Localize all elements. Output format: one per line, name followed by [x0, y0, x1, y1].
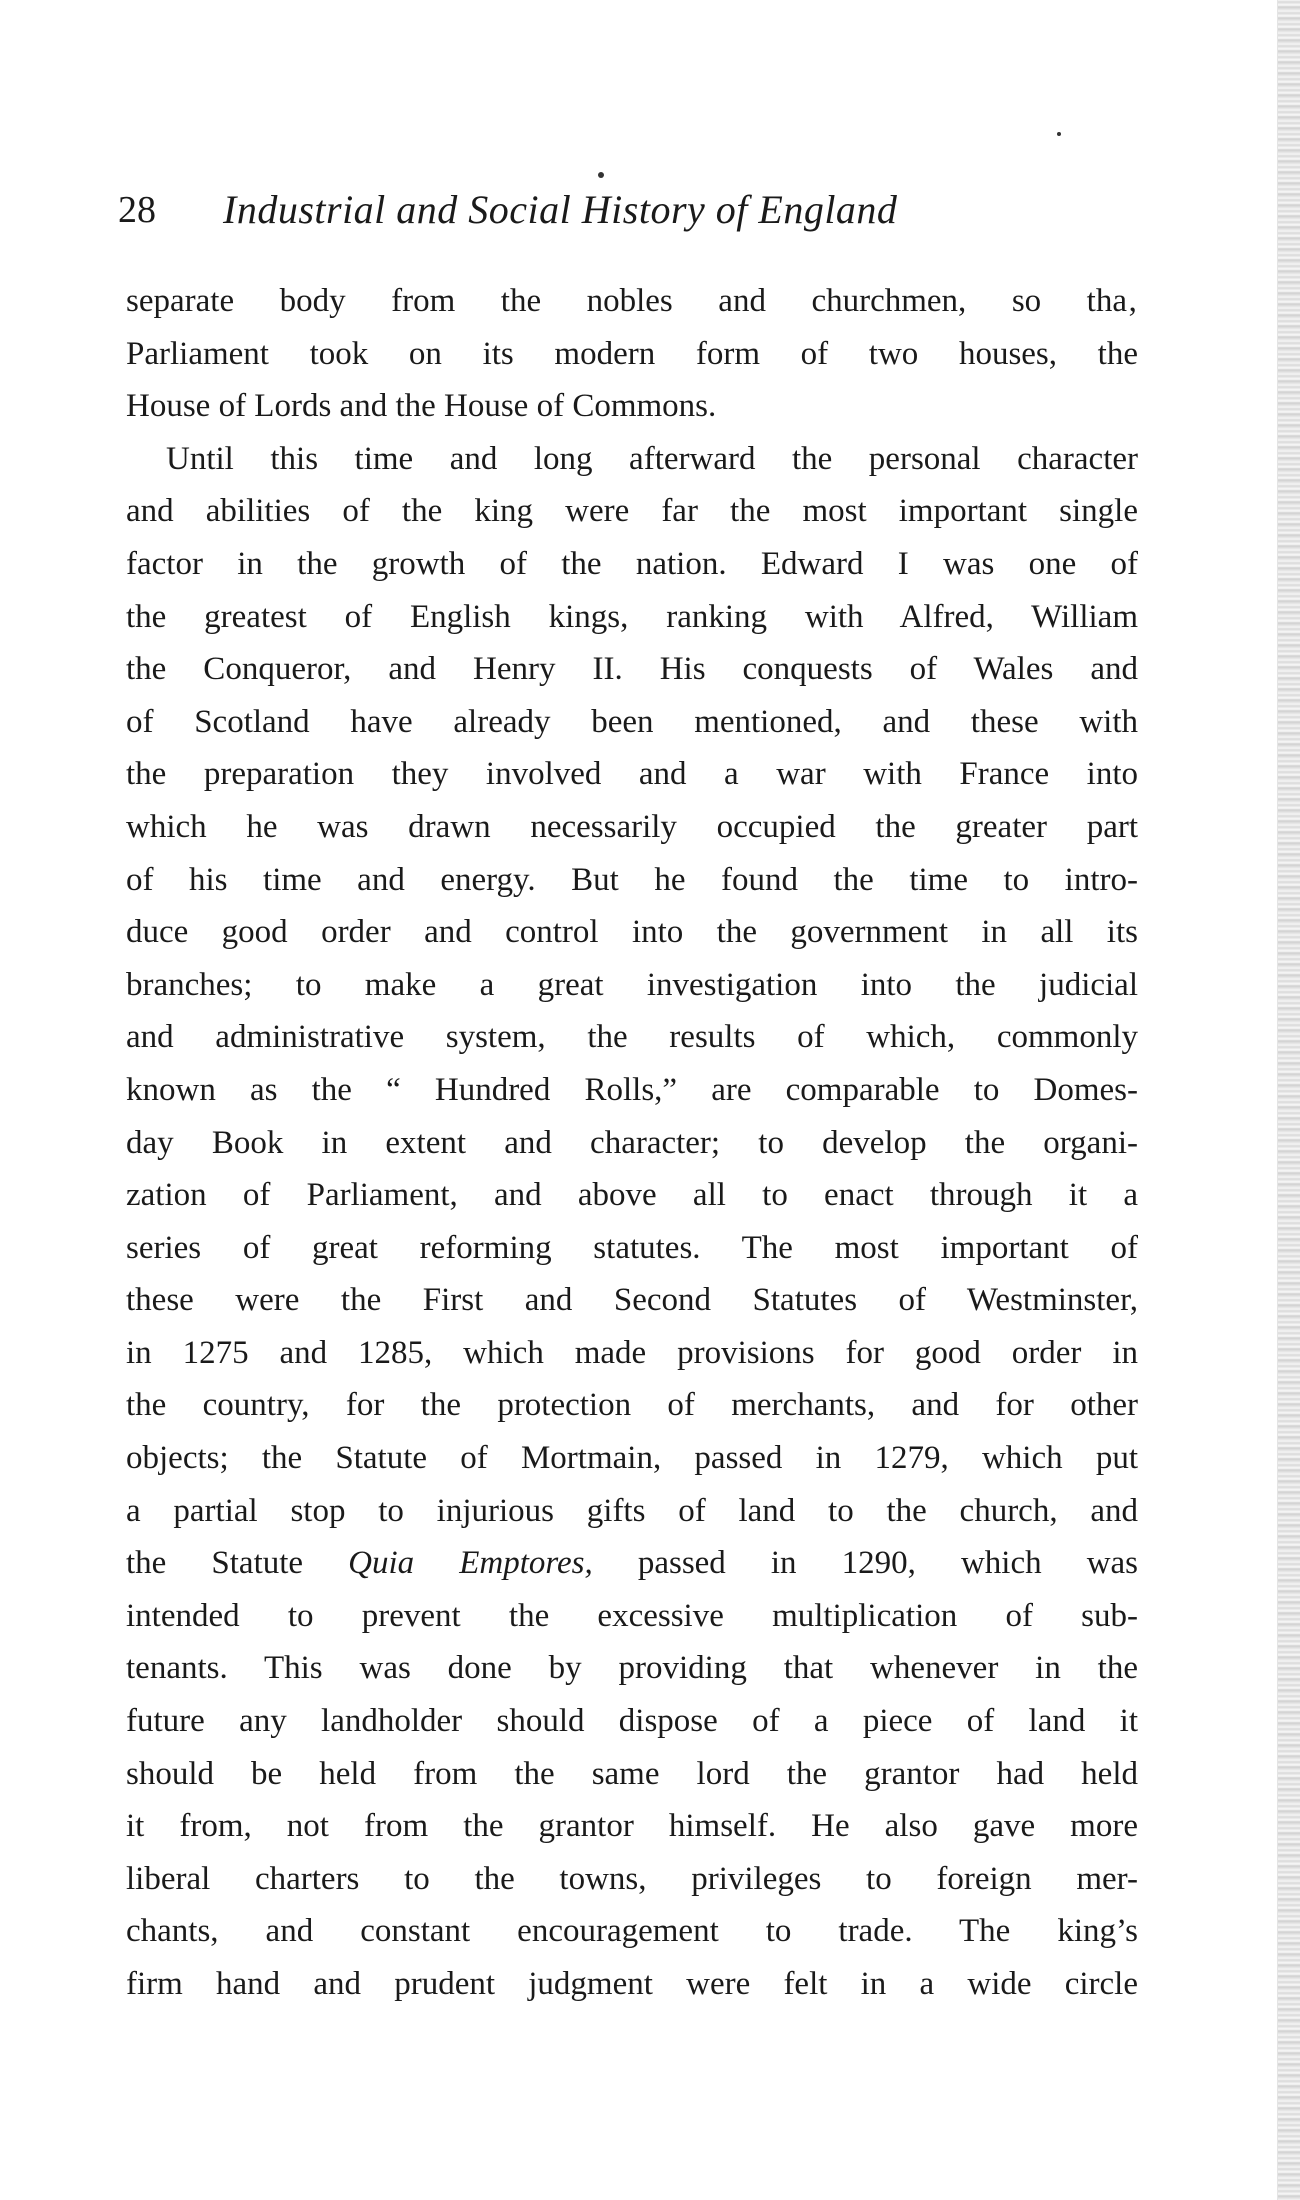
- page-header: [118, 180, 1138, 240]
- statute-title-italic: Quia Emptores,: [348, 1545, 593, 1582]
- text-line: the Conqueror, and Henry II. His conquests of Wales and: [126, 651, 1138, 688]
- text-line: separate body from the nobles and churchmen, so tha‚: [126, 283, 1138, 319]
- text-line: should be held from the same lord the grantor had held: [126, 1755, 1138, 1792]
- text-line: future any landholder should dispose of a piece of land it: [126, 1703, 1138, 1740]
- text-line: factor in the growth of the nation. Edward I was one of: [126, 545, 1138, 582]
- text-line: of his time and energy. But he found the time to intro-: [126, 861, 1138, 898]
- text-line: duce good order and control into the government in all its: [126, 914, 1138, 951]
- ink-speck: [1057, 132, 1061, 136]
- text-line: liberal charters to the towns, privileges to foreign mer-: [126, 1860, 1138, 1897]
- text-line: zation of Parliament, and above all to enact through it a: [126, 1177, 1138, 1214]
- text-span: the Statute: [126, 1545, 349, 1582]
- text-line: intended to prevent the excessive multiplication of sub-: [126, 1597, 1138, 1634]
- text-line: tenants. This was done by providing that whenever in the: [126, 1650, 1138, 1687]
- text-line: series of great reforming statutes. The most important of: [126, 1229, 1138, 1266]
- text-line: Until this time and long afterward the personal character: [166, 440, 1138, 477]
- text-line: House of Lords and the House of Commons.: [126, 388, 717, 425]
- text-line: the greatest of English kings, ranking with Alfred, William: [126, 598, 1138, 635]
- text-line: the preparation they involved and a war with France into: [126, 756, 1138, 793]
- body-text: [126, 275, 1138, 2011]
- page-binding-edge: [1277, 0, 1300, 2200]
- text-line: [126, 1537, 1138, 1590]
- text-line: and administrative system, the results of which, commonly: [126, 1019, 1138, 1056]
- text-line: day Book in extent and character; to develop the organi-: [126, 1124, 1138, 1161]
- text-line: Parliament took on its modern form of two houses, the: [126, 335, 1138, 372]
- text-line: and abilities of the king were far the most important single: [126, 493, 1138, 530]
- text-line: these were the First and Second Statutes of Westminster,: [126, 1282, 1138, 1319]
- text-line: known as the “ Hundred Rolls,” are comparable to Domes-: [126, 1071, 1138, 1108]
- text-line: it from, not from the grantor himself. He also gave more: [126, 1808, 1138, 1845]
- text-line: objects; the Statute of Mortmain, passed in 1279, which put: [126, 1440, 1138, 1477]
- text-line: firm hand and prudent judgment were felt in a wide circle: [126, 1966, 1138, 2002]
- text-span: passed in 1290, which was: [592, 1545, 1139, 1582]
- text-line: chants, and constant encouragement to trade. The king’s: [126, 1913, 1138, 1950]
- running-title: Industrial and Social History of England: [223, 187, 898, 232]
- ink-speck: [598, 172, 604, 178]
- text-line: a partial stop to injurious gifts of land to the church, and: [126, 1492, 1138, 1529]
- text-line: in 1275 and 1285, which made provisions for good order in: [126, 1334, 1138, 1371]
- page-number: 28: [118, 189, 156, 231]
- text-line: which he was drawn necessarily occupied the greater part: [126, 808, 1138, 845]
- text-line: branches; to make a great investigation into the judicial: [126, 966, 1138, 1003]
- text-line: of Scotland have already been mentioned, and these with: [126, 703, 1138, 740]
- text-line: the country, for the protection of merchants, and for other: [126, 1387, 1138, 1424]
